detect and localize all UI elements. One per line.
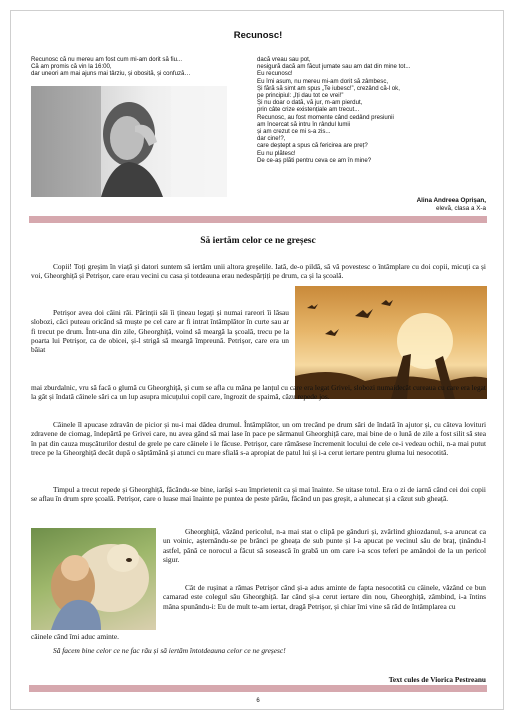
poem-line: Recunosc, au fost momente când cedând presiunii	[257, 113, 394, 121]
poem-line: Că am promis că vin la 16:00,	[31, 63, 112, 71]
poem-line: care deștept a spus că fericirea are preț?	[257, 142, 368, 150]
story-paragraph: Copii! Toți greșim în viață și datori suntem să iertăm unii altora greșelile. Iată, de-o pildă, să vă povestesc o întâmplare cu doi copii, micuți ca și voi, Gheorghiță și Petrișor, care erau vecini cu casa și totdeauna erau nedespărțiți pe drum, ca și la școală.	[31, 262, 486, 281]
poem-right-column	[257, 56, 487, 164]
poem-left-column	[31, 56, 256, 78]
poem-line: De ce-aș plăti pentru ceva ce am în mine?	[257, 156, 372, 164]
poem-line: am încercat să intru în rândul lumii	[257, 120, 351, 128]
boy-dog-photo	[31, 528, 156, 630]
story-credit: Text cules de Viorica Pestreanu	[388, 675, 486, 684]
poem-line: Și nu doar o dată, vă jur, m-am pierdut,	[257, 99, 363, 107]
poem-line: dar cine!?,	[257, 135, 286, 143]
author-name: Alina Andreea Oprișan,	[416, 197, 486, 204]
poem-line: și am crezut ce mi s-a zis...	[257, 128, 331, 136]
poem-line: Eu îmi asum, nu mereu mi-am dorit să zâmbesc,	[257, 77, 389, 85]
divider-band	[29, 216, 487, 223]
author-class: elevă, clasa a X-a	[435, 205, 486, 212]
story-paragraph: Petrișor avea doi câini răi. Părinții săi îi țineau legați și numai rareori îi lăsau slobozi, căci puteau oricând să muște pe cel care ar fi intrat întâmplător în curte sau ar fi trecut pe drum. Într-una din zile, Gheorghiță, voind să meargă la școală, trecu pe la poarta lui Petrișor, ca de obicei, și-l strigă să meargă împreună. Petrișor, care era un băiat	[31, 308, 289, 355]
story-paragraph: mai zburdalnic, vru să facă o glumă cu Gheorghiță, și cum se afla cu mâna pe lanțul cu care era legat Grivei, slobozi numaidecât cureaua cu care era legat la gât și îndată câinele sări ca un lup asupra micuțului copil care, îngrozit de spaimă, căzu repede jos.	[31, 383, 486, 402]
story-paragraph: Câinele îl apucase zdravăn de picior și nu-i mai dădea drumul. Întâmplător, un om trecând pe drum sări de îndată în ajutor și, cu câteva lovituri zdravene de ciomag, îndepărtă pe Grivei care, nu avea gând să mai lase în pace pe sărmanul Gheorghiță care, mai bine de o lună de zile a fost silit să stea în pat din cauza mușcăturilor destul de grele pe care câinele i le făcuse. Petrișor, care rămăsese încremenit locului de cele ce-i vedeau ochii, n-a mai putut trece pe la Gheorghiță decât după o săptămână și atunci cu mare sfială s-a apropiat de patul lui și i-a cerut iertare pentru gluma lui nesocotită.	[31, 420, 486, 458]
story-paragraph: Cât de rușinat a rămas Petrișor când și-a adus aminte de fapta nesocotită cu câinele, văzând ce bun camarad este colegul său Gheorghiță. Iar când și-a cerut iertare din nou, Gheorghiță, zâmbind, i-a întins mâna spunându-i: Eu de mult te-am iertat, dragă Petrișor, și chiar îmi vine să râd de întâmplarea cu	[163, 583, 486, 611]
story-paragraph: Gheorghiță, văzând pericolul, n-a mai stat o clipă pe gânduri și, zvârlind ghiozdanul, s-a aruncat ca un voinic, așternându-se pe brânci pe gheața de sub punte și l-a apucat pe vecinul său de braț, ținându-l astfel, până ce norocul a făcut să sosească în grabă un om care i-a scos teferi pe amândoi de la un pericol sigur.	[163, 527, 486, 565]
page-number: 6	[256, 698, 260, 704]
poem-author	[417, 197, 486, 213]
poem-line: dar uneori am mai ajuns mai târziu, și obosită, și confuză…	[31, 70, 191, 78]
poem-line: Eu nu plătesc!	[257, 149, 296, 157]
story-title: Să iertăm celor ce ne greșesc	[200, 236, 316, 246]
poem-line: nesigură dacă am făcut jumate sau am dat din mine tot...	[257, 63, 411, 71]
story-paragraph: câinele când îmi aduc aminte.	[31, 632, 120, 641]
poem-title: Recunosc!	[233, 30, 283, 41]
woman-photo	[31, 86, 227, 197]
story-paragraph: Timpul a trecut repede și Gheorghiță, făcându-se bine, iarăși s-au împrietenit ca și mai înainte. Se uitase totul. Era o zi de iarnă când cei doi copii se aflau în drum spre școală. Petrișor, care o luase mai înainte pe puntea de peste pârâu, făcând un pas greșit, a alunecat și a căzut sub gheață.	[31, 485, 486, 504]
poem-line: Eu recunosc!	[257, 70, 293, 78]
poem-line: pe principiul: „Îți dau tot ce vrei!”	[257, 92, 344, 100]
poem-line: Și fără să simt am spus „Te iubesc!”, crezând că-l ok,	[257, 84, 400, 92]
divider-band-bottom	[29, 685, 487, 692]
poem-line: prin câte crize existențiale am trecut...	[257, 106, 360, 114]
poem-line: Recunosc că nu mereu am fost cum mi-am dorit să fiu...	[31, 56, 183, 63]
poem-line: dacă vreau sau pot,	[257, 56, 311, 63]
story-moral: Să facem bine celor ce ne fac rău și să iertăm întotdeauna celor ce ne greșesc!	[53, 646, 286, 655]
